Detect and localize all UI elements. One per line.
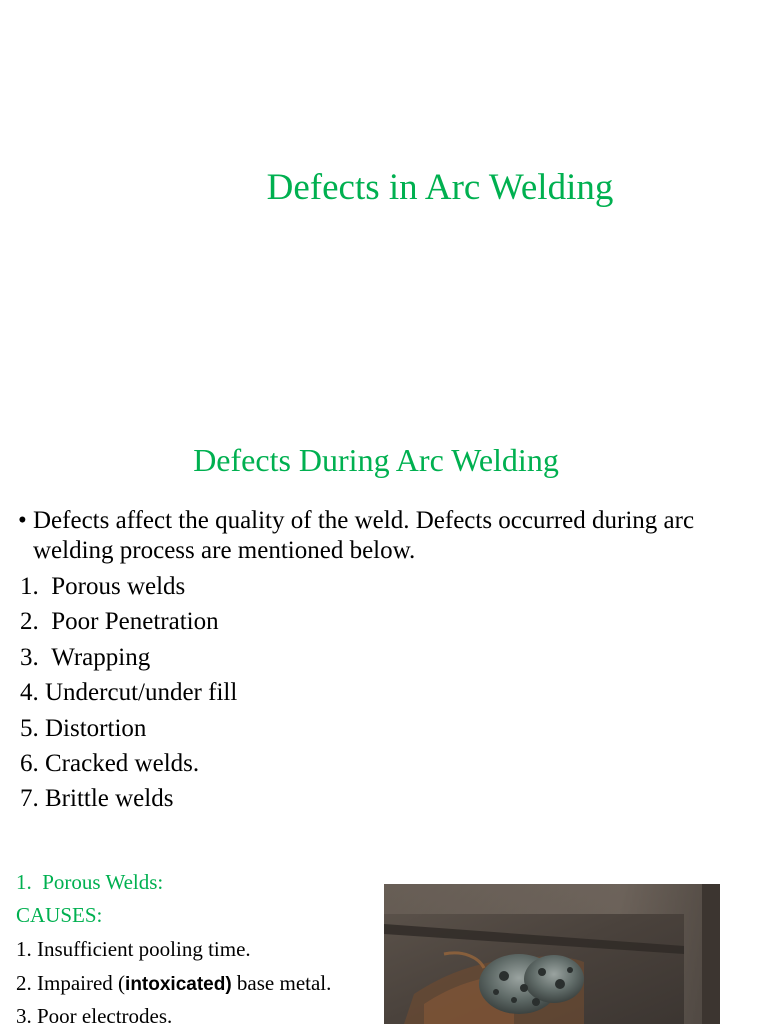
defect-number: 7. — [20, 785, 39, 813]
intro-paragraph — [18, 506, 758, 566]
defect-label: Poor Penetration — [51, 608, 219, 636]
defect-label: Porous welds — [51, 573, 186, 600]
defect-number: 3. — [20, 643, 39, 671]
cause-item — [16, 936, 331, 970]
cause-text: base metal. — [231, 970, 332, 995]
defect-number: 6. — [20, 749, 39, 777]
defect-number: 4. — [20, 679, 39, 707]
defect-item — [20, 607, 237, 642]
cause-text: 3. Poor electrodes. — [16, 1004, 173, 1024]
porous-heading-label: Porous Welds: — [42, 870, 164, 894]
causes-list — [16, 936, 331, 1024]
cause-emphasis: intoxicated) — [125, 973, 232, 995]
defect-item — [20, 572, 237, 607]
cause-item — [16, 970, 331, 1004]
defect-item — [20, 678, 237, 713]
porous-heading-number: 1. — [16, 870, 32, 894]
cause-text: 1. Insufficient pooling time. — [16, 937, 251, 961]
defect-item — [20, 714, 237, 749]
section-title: Defects During Arc Welding — [193, 442, 559, 478]
defect-number: 2. — [20, 608, 39, 636]
defect-item — [20, 643, 237, 678]
defect-label: Wrapping — [51, 643, 151, 671]
defect-number: 1. — [20, 573, 39, 600]
defect-label: Brittle welds — [45, 785, 174, 813]
defect-item — [20, 784, 237, 819]
defect-label: Cracked welds. — [45, 749, 200, 777]
bullet-icon: • — [18, 507, 27, 534]
cause-text: 2. Impaired ( — [16, 970, 126, 995]
intro-text: Defects affect the quality of the weld. Defects occurred during arc welding process are mentioned below. — [33, 507, 695, 564]
porous-weld-photo — [384, 884, 720, 1024]
cause-item — [16, 1003, 331, 1024]
defect-label: Undercut/under fill — [45, 679, 238, 707]
slide-title: Defects in Arc Welding — [266, 167, 614, 208]
defect-label: Distortion — [45, 714, 147, 742]
defect-item — [20, 749, 237, 784]
defect-list — [20, 572, 237, 820]
defect-number: 5. — [20, 714, 39, 742]
causes-label: CAUSES: — [16, 903, 103, 927]
porous-welds-heading — [16, 869, 163, 895]
